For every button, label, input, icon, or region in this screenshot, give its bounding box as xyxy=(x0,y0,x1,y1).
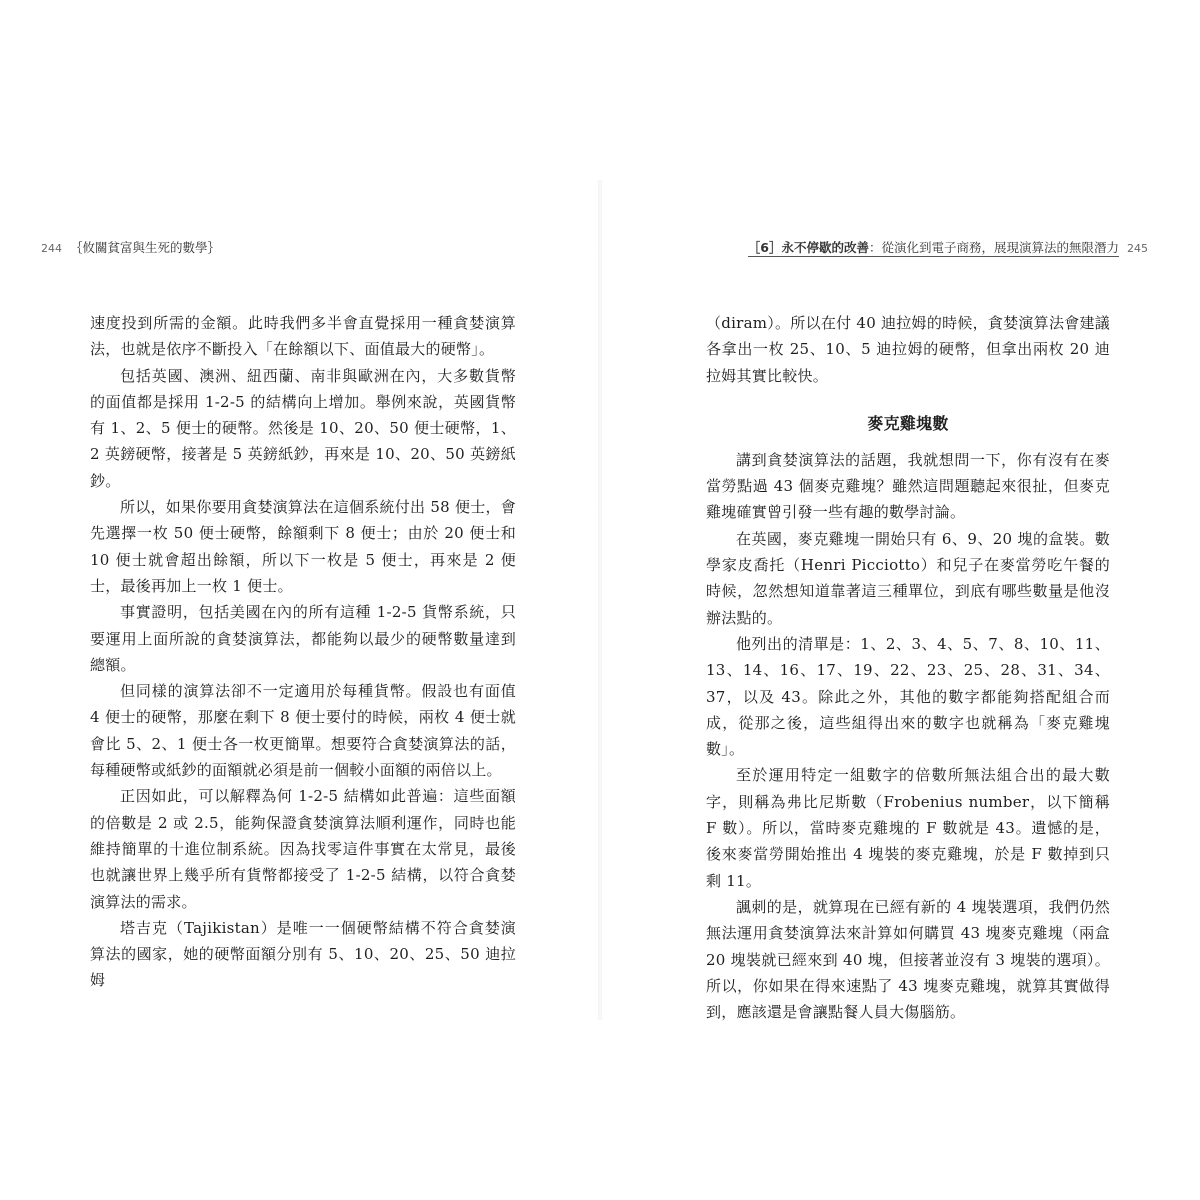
left-page-body xyxy=(90,310,516,994)
left-running-header xyxy=(33,236,220,260)
left-page-number: 244 xyxy=(41,242,62,255)
right-running-title-chapter: ［6］永不停歇的改善 xyxy=(747,240,869,255)
paragraph: 在英國，麥克雞塊一開始只有 6、9、20 塊的盒裝。數學家皮喬托（Henri Picciotto）和兒子在麥當勞吃午餐的時候，忽然想知道靠著這三種單位，到底有哪些數量是他沒辦法點的。 xyxy=(706,529,1110,627)
paragraph: 正因如此，可以解釋為何 1-2-5 結構如此普遍：這些面額的倍數是 2 或 2.5，能夠保證貪婪演算法順利運作，同時也能維持簡單的十進位制系統。因為找零這件事實在太常見，最後也就讓世界上幾乎所有貨幣都接受了 1-2-5 結構，以符合貪婪演算法的需求。 xyxy=(90,787,516,911)
paragraph: 速度投到所需的金額。此時我們多半會直覺採用一種貪婪演算法，也就是依序不斷投入「在餘額以下、面值最大的硬幣」。 xyxy=(90,314,516,359)
left-running-title: ｛攸關貧富與生死的數學｝ xyxy=(70,240,221,255)
section-heading: 麥克雞塊數 xyxy=(867,413,949,433)
paragraph: 事實證明，包括美國在內的所有這種 1-2-5 貨幣系統，只要運用上面所說的貪婪演算法，都能夠以最少的硬幣數量達到總額。 xyxy=(90,603,516,674)
paragraph: 但同樣的演算法卻不一定適用於每種貨幣。假設也有面值 4 便士的硬幣，那麼在剩下 8 便士要付的時候，兩枚 4 便士就會比 5、2、1 便士各一枚更簡單。想要符合貪婪演算法的話，每種硬幣或紙鈔的面額就必須是前一個較小面額的兩倍以上。 xyxy=(90,682,516,780)
right-running-header xyxy=(748,236,1156,260)
paragraph: 塔吉克（Tajikistan）是唯一一個硬幣結構不符合貪婪演算法的國家，她的硬幣面額分別有 5、10、20、25、50 迪拉姆 xyxy=(90,918,516,990)
right-page-body xyxy=(706,310,1110,1025)
paragraph: 至於運用特定一組數字的倍數所無法組合出的最大數字，則稱為弗比尼斯數（Frobenius number，以下簡稱 F 數）。所以，當時麥克雞塊的 F 數就是 43。遺憾的是，後來麥當勞開始推出 4 塊裝的麥克雞塊，於是 F 數掉到只剩 11。 xyxy=(706,766,1110,890)
paragraph: 所以，如果你要用貪婪演算法在這個系統付出 58 便士，會先選擇一枚 50 便士硬幣，餘額剩下 8 便士；由於 20 便士和 10 便士就會超出餘額，所以下一枚是 5 便士，再來是 2 便士，最後再加上一枚 1 便士。 xyxy=(90,498,516,595)
paragraph: 他列出的清單是：1、2、3、4、5、7、8、10、11、13、14、16、17、19、22、23、25、28、31、34、37，以及 43。除此之外，其他的數字都能夠搭配組合而成，從那之後，這些組得出來的數字也就稱為「麥克雞塊數」。 xyxy=(706,634,1110,759)
right-page-number: 245 xyxy=(1127,242,1148,255)
book-gutter xyxy=(598,180,602,1020)
paragraph: 諷刺的是，就算現在已經有新的 4 塊裝選項，我們仍然無法運用貪婪演算法來計算如何購買 43 塊麥克雞塊（兩盒 20 塊裝就已經來到 40 塊，但接著並沒有 3 塊裝的選項）。所以，你如果在得來速點了 43 塊麥克雞塊，就算其實做得到，應該還是會讓點餐人員大傷腦筋。 xyxy=(706,897,1110,1022)
paragraph: 包括英國、澳洲、紐西蘭、南非與歐洲在內，大多數貨幣的面值都是採用 1-2-5 的結構向上增加。舉例來說，英國貨幣有 1、2、5 便士的硬幣。然後是 10、20、50 便士硬幣，1、2 英鎊硬幣，接著是 5 英鎊紙鈔，再來是 10、20、50 英鎊紙鈔。 xyxy=(90,366,516,490)
right-running-title-sub: ：從演化到電子商務，展現演算法的無限潛力 xyxy=(868,240,1119,255)
paragraph: （diram）。所以在付 40 迪拉姆的時候，貪婪演算法會建議各拿出一枚 25、10、5 迪拉姆的硬幣，但拿出兩枚 20 迪拉姆其實比較快。 xyxy=(706,314,1110,385)
paragraph: 講到貪婪演算法的話題，我就想問一下，你有沒有在麥當勞點過 43 個麥克雞塊？雖然這問題聽起來很扯，但麥克雞塊確實曾引發一些有趣的數學討論。 xyxy=(706,450,1110,522)
